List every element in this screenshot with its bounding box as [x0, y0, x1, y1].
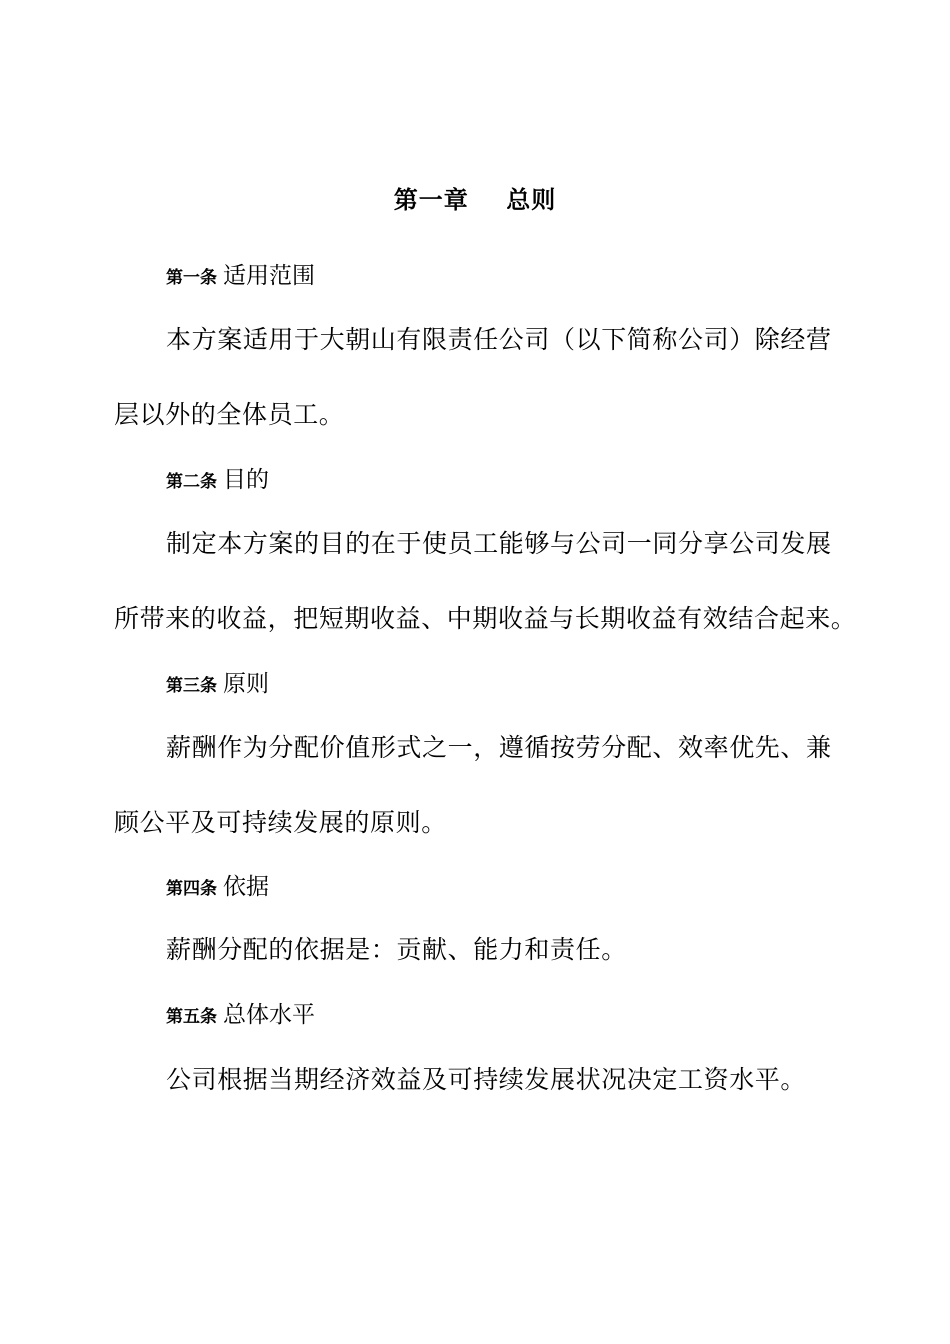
article-heading-3 — [166, 668, 269, 702]
chapter-title: 第一章 总则 — [393, 185, 557, 214]
paragraph-line: 所带来的收益，把短期收益、中期收益与长期收益有效结合起来。 — [114, 604, 857, 633]
article-title: 依据 — [223, 874, 269, 900]
article-title: 原则 — [223, 671, 269, 697]
paragraph-line: 制定本方案的目的在于使员工能够与公司一同分享公司发展 — [166, 529, 832, 558]
paragraph-line: 顾公平及可持续发展的原则。 — [114, 808, 447, 837]
paragraph-line: 薪酬作为分配价值形式之一，遵循按劳分配、效率优先、兼 — [166, 733, 832, 762]
article-title: 目的 — [223, 467, 269, 493]
article-number: 第五条 — [166, 1007, 217, 1027]
article-heading-5 — [166, 999, 315, 1033]
article-heading-2 — [166, 464, 269, 498]
article-number: 第三条 — [166, 676, 217, 696]
article-title: 适用范围 — [223, 263, 315, 289]
article-number: 第二条 — [166, 472, 217, 492]
article-heading-1 — [166, 260, 315, 294]
paragraph-line: 薪酬分配的依据是：贡献、能力和责任。 — [166, 935, 627, 964]
article-title: 总体水平 — [223, 1002, 315, 1028]
article-number: 第四条 — [166, 879, 217, 899]
article-number: 第一条 — [166, 268, 217, 288]
paragraph-line: 层以外的全体员工。 — [114, 400, 345, 429]
paragraph-line: 本方案适用于大朝山有限责任公司（以下简称公司）除经营 — [166, 325, 832, 354]
article-heading-4 — [166, 871, 269, 905]
paragraph-line: 公司根据当期经济效益及可持续发展状况决定工资水平。 — [166, 1065, 807, 1094]
